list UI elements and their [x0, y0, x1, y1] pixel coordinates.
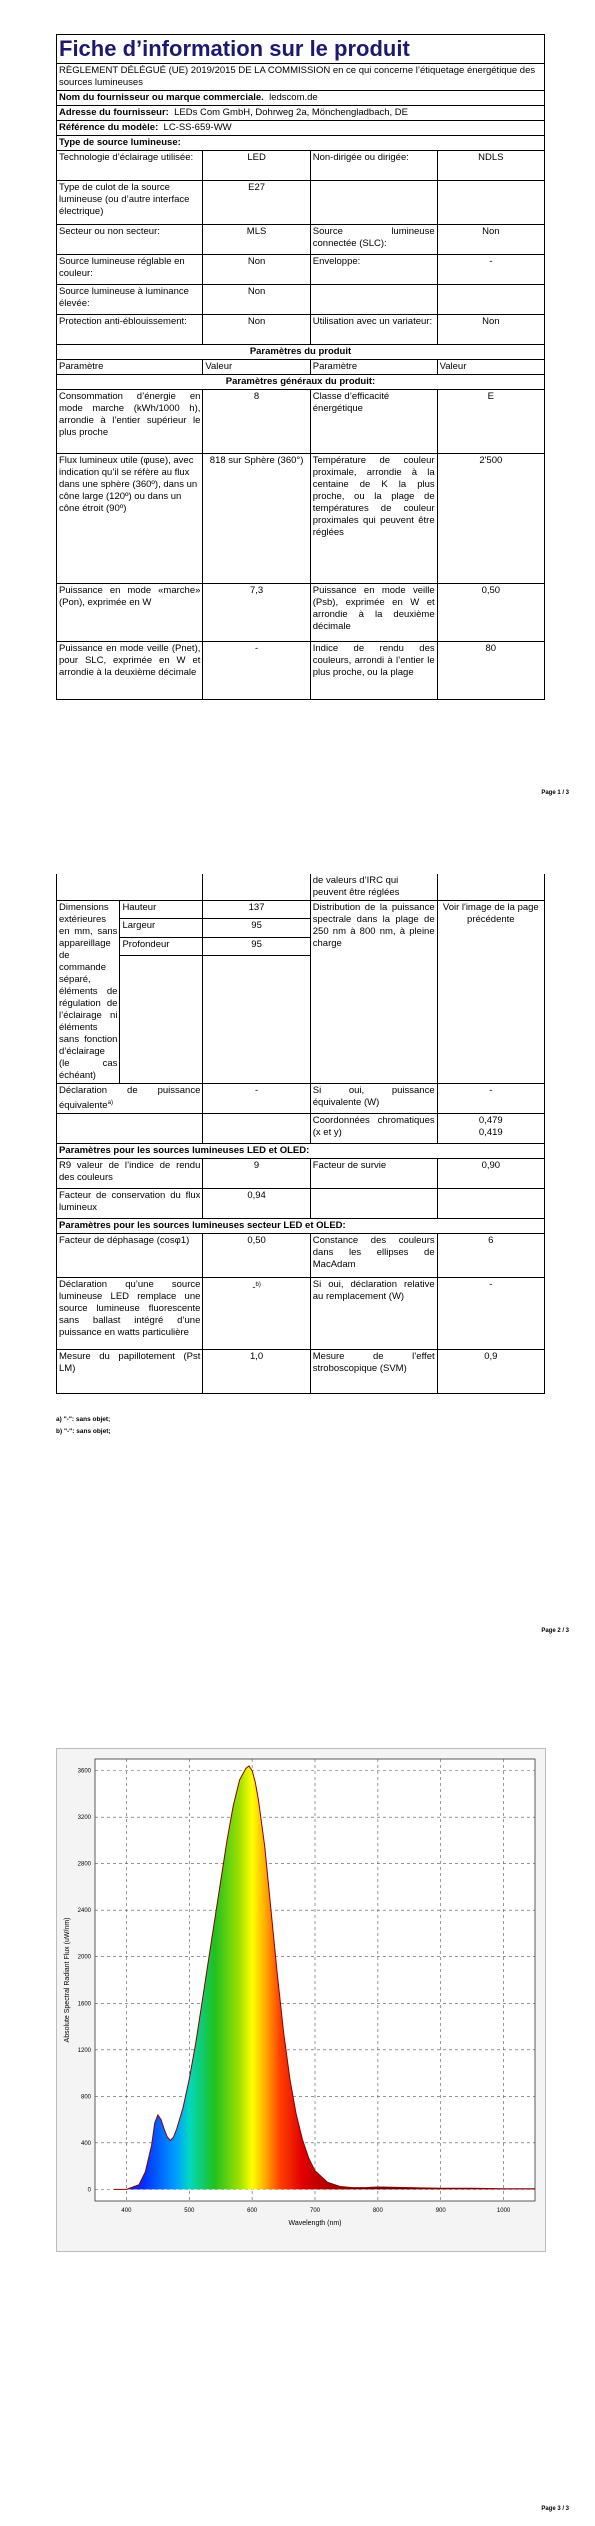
- y-tick-label: 1600: [77, 2001, 91, 2008]
- page-2: [0, 800, 595, 1680]
- footnote-a: a) "-": sans objet;: [56, 1416, 111, 1423]
- x-tick-label: 400: [121, 2208, 132, 2214]
- equiv-footnote-mark: a): [107, 1100, 113, 1106]
- param-label-cct: Température de couleur proximale, arrondie à la centaine de K la plus proche, ou la plage de températures de couleur proximales qui peuvent être réglées: [310, 454, 437, 584]
- param-label-energy-class: Classe d’efficacité énergétique: [310, 390, 437, 454]
- address-row: [57, 106, 545, 121]
- page-3: [0, 1680, 595, 2526]
- type-label-directional: Non-dirigée ou dirigée:: [310, 151, 437, 181]
- param-value-network-standby: -: [203, 642, 310, 700]
- regulation-text: RÈGLEMENT DÉLÉGUÉ (UE) 2019/2015 DE LA COMMISSION en ce qui concerne l’étiquetage énergétique des sources lumineuses: [57, 64, 545, 91]
- type-value-connected: Non: [437, 225, 544, 255]
- source-type-heading: Type de source lumineuse:: [57, 136, 545, 151]
- y-tick-label: 400: [80, 2140, 91, 2147]
- supplier-row: [57, 91, 545, 106]
- y-tick-label: 3200: [77, 1815, 91, 1822]
- flux-maintenance-value: 0,94: [203, 1189, 310, 1219]
- spectrum-chart-frame: [56, 1748, 546, 2252]
- survival-value: 0,90: [437, 1159, 544, 1189]
- y-axis-label: Absolute Spectral Radiant Flux (uW/nm): [64, 1917, 71, 2043]
- stroboscopic-value: 0,9: [437, 1350, 544, 1394]
- type-label-high-luminance: Source lumineuse à luminance élevée:: [57, 285, 203, 315]
- type-label-connected: Source lumineuse connectée (SLC):: [310, 225, 437, 255]
- r9-value: 9: [203, 1159, 310, 1189]
- param-value-on-power: 7,3: [203, 584, 310, 642]
- chroma-values: [437, 1114, 544, 1144]
- dim-height-label: Hauteur: [120, 901, 203, 919]
- cfl-replacement-value-cell: [203, 1278, 310, 1350]
- x-tick-label: 900: [435, 2208, 446, 2214]
- product-sheet-table-1: [56, 34, 545, 700]
- x-tick-label: 700: [309, 2208, 321, 2214]
- page-number-2: Page 2 / 3: [541, 1628, 569, 1634]
- footnotes: [56, 1414, 111, 1438]
- chroma-label: Coordonnées chromatiques (x et y): [310, 1114, 437, 1144]
- param-value-standby: 0,50: [437, 584, 544, 642]
- dim-depth-label: Profondeur: [120, 937, 203, 955]
- dimensions-label: Dimensions extérieures en mm, sans appareillage de commande séparé, éléments de régulation de l’éclairage ni éléments sans fonction d’éclairage (le cas échéant): [57, 901, 120, 1084]
- x-tick-label: 600: [247, 2208, 258, 2214]
- cfl-replacement-value: -: [252, 1282, 256, 1294]
- cri-continuation: de valeurs d’IRC qui peuvent être réglées: [310, 874, 437, 901]
- supplier-label: Nom du fournisseur ou marque commerciale.: [59, 92, 264, 103]
- spectral-label: Distribution de la puissance spectrale dans la plage de 250 nm à 800 nm, à pleine charge: [310, 901, 437, 1084]
- param-label-network-standby: Puissance en mode veille (Pnet), pour SLC, exprimée en W et arrondie à la deuxième décimale: [57, 642, 203, 700]
- type-value-envelope: -: [437, 255, 544, 285]
- continuation-blank-1: [57, 874, 203, 901]
- dim-height-value: 137: [203, 901, 310, 919]
- type-value-mains: MLS: [203, 225, 310, 255]
- type-value-tunable: Non: [203, 255, 310, 285]
- type-label-dimmer: Utilisation avec un variateur:: [310, 315, 437, 345]
- equiv-value: -: [203, 1084, 310, 1114]
- continuation-blank-2: [203, 874, 310, 901]
- type-label-mains: Secteur ou non secteur:: [57, 225, 203, 255]
- stroboscopic-label: Mesure de l’effet stroboscopique (SVM): [310, 1350, 437, 1394]
- macadam-value: 6: [437, 1234, 544, 1278]
- type-label-envelope: Enveloppe:: [310, 255, 437, 285]
- footnote-b: b) "-": sans objet;: [56, 1428, 111, 1435]
- equiv-power-label: Si oui, puissance équivalente (W): [310, 1084, 437, 1114]
- equiv-label: Déclaration de puissance équivalente: [59, 1085, 201, 1112]
- spectral-value: Voir l'image de la page précédente: [437, 901, 544, 1084]
- power-factor-label: Facteur de déphasage (cosφ1): [57, 1234, 203, 1278]
- type-label-glare: Protection anti-éblouissement:: [57, 315, 203, 345]
- y-tick-label: 2000: [77, 1954, 91, 1961]
- model-value: LC-SS-659-WW: [163, 122, 232, 133]
- y-tick-label: 2400: [77, 1908, 91, 1915]
- model-row: [57, 121, 545, 136]
- led-params-heading: Paramètres pour les sources lumineuses LED et OLED:: [57, 1144, 545, 1159]
- flicker-value: 1,0: [203, 1350, 310, 1394]
- r9-label: R9 valeur de l’indice de rendu des couleurs: [57, 1159, 203, 1189]
- chroma-x: 0,479: [478, 1115, 503, 1127]
- param-label-cri: Indice de rendu des couleurs, arrondi à l’entier le plus proche, ou la plage: [310, 642, 437, 700]
- param-value-cct: 2'500: [437, 454, 544, 584]
- cfl-equiv-value: -: [437, 1278, 544, 1350]
- col-header-value-2: Valeur: [437, 360, 544, 375]
- col-header-param-1: Paramètre: [57, 360, 203, 375]
- x-axis-label: Wavelength (nm): [288, 2220, 342, 2227]
- mains-params-heading: Paramètres pour les sources lumineuses secteur LED et OLED:: [57, 1219, 545, 1234]
- type-label-empty-2: [310, 285, 437, 315]
- x-tick-label: 1000: [496, 2208, 511, 2214]
- y-tick-label: 3600: [77, 1768, 91, 1775]
- page-number-1: Page 1 / 3: [541, 790, 569, 796]
- chroma-blank-1: [57, 1114, 203, 1144]
- address-value: LEDs Com GmbH, Dohrweg 2a, Mönchengladbach, DE: [174, 107, 409, 118]
- type-value-technology: LED: [203, 151, 310, 181]
- flux-blank-1: [310, 1189, 437, 1219]
- param-label-standby: Puissance en mode veille (Psb), exprimée en W et arrondie à la deuxième décimale: [310, 584, 437, 642]
- param-value-flux: 818 sur Sphère (360°): [203, 454, 310, 584]
- model-label: Référence du modèle:: [59, 122, 159, 133]
- param-label-on-power: Puissance en mode «marche» (Pon), exprimée en W: [57, 584, 203, 642]
- type-value-empty-2: [437, 285, 544, 315]
- param-label-flux: Flux lumineux utile (φuse), avec indication qu’il se réfère au flux dans une sphère (360º), dans un cône large (120º) ou dans un cône étroit (90º): [57, 454, 203, 584]
- type-value-cap: E27: [203, 181, 310, 225]
- chroma-y: 0,419: [478, 1127, 503, 1139]
- survival-label: Facteur de survie: [310, 1159, 437, 1189]
- address-label: Adresse du fournisseur:: [59, 107, 169, 118]
- flux-blank-2: [437, 1189, 544, 1219]
- equiv-power-value: -: [437, 1084, 544, 1114]
- product-params-heading: Paramètres du produit: [57, 345, 545, 360]
- equiv-label-cell: [57, 1084, 203, 1114]
- param-value-energy-class: E: [437, 390, 544, 454]
- dim-width-label: Largeur: [120, 919, 203, 937]
- dim-blank-2: [203, 956, 310, 1084]
- type-label-cap: Type de culot de la source lumineuse (ou d’autre interface électrique): [57, 181, 203, 225]
- param-value-energy: 8: [203, 390, 310, 454]
- x-tick-label: 500: [184, 2208, 195, 2214]
- param-label-energy: Consommation d’énergie en mode marche (kWh/1000 h), arrondie à l’entier supérieur le plus proche: [57, 390, 203, 454]
- page-1: [0, 0, 595, 800]
- type-value-empty-1: [437, 181, 544, 225]
- x-tick-label: 800: [372, 2208, 383, 2214]
- type-label-tunable: Source lumineuse réglable en couleur:: [57, 255, 203, 285]
- power-factor-value: 0,50: [203, 1234, 310, 1278]
- type-value-high-luminance: Non: [203, 285, 310, 315]
- type-value-dimmer: Non: [437, 315, 544, 345]
- type-value-glare: Non: [203, 315, 310, 345]
- page-title: Fiche d’information sur le produit: [57, 35, 545, 64]
- chroma-blank-2: [203, 1114, 310, 1144]
- supplier-value: ledscom.de: [269, 92, 318, 103]
- flicker-label: Mesure du papillotement (Pst LM): [57, 1350, 203, 1394]
- cfl-equiv-label: Si oui, déclaration relative au remplacement (W): [310, 1278, 437, 1350]
- cfl-footnote-mark: b): [255, 1282, 261, 1289]
- y-tick-label: 1200: [77, 2047, 91, 2054]
- dim-width-value: 95: [203, 919, 310, 937]
- y-tick-label: 0: [87, 2187, 91, 2194]
- general-params-heading: Paramètres généraux du produit:: [57, 375, 545, 390]
- flux-maintenance-label: Facteur de conservation du flux lumineux: [57, 1189, 203, 1219]
- type-label-technology: Technologie d’éclairage utilisée:: [57, 151, 203, 181]
- col-header-value-1: Valeur: [203, 360, 310, 375]
- spectrum-chart: [57, 1749, 545, 2251]
- macadam-label: Constance des couleurs dans les ellipses de MacAdam: [310, 1234, 437, 1278]
- page-number-3: Page 3 / 3: [541, 2506, 569, 2512]
- y-tick-label: 2800: [77, 1861, 91, 1868]
- type-value-directional: NDLS: [437, 151, 544, 181]
- param-value-cri: 80: [437, 642, 544, 700]
- y-tick-label: 800: [80, 2094, 91, 2101]
- dim-blank-1: [120, 956, 203, 1084]
- cfl-replacement-label: Déclaration qu’une source lumineuse LED remplace une source lumineuse fluorescente sans ballast intégré d’une puissance en watts particulière: [57, 1278, 203, 1350]
- col-header-param-2: Paramètre: [310, 360, 437, 375]
- type-label-empty-1: [310, 181, 437, 225]
- dim-depth-value: 95: [203, 937, 310, 955]
- continuation-blank-3: [437, 874, 544, 901]
- product-sheet-table-2: [56, 874, 545, 1394]
